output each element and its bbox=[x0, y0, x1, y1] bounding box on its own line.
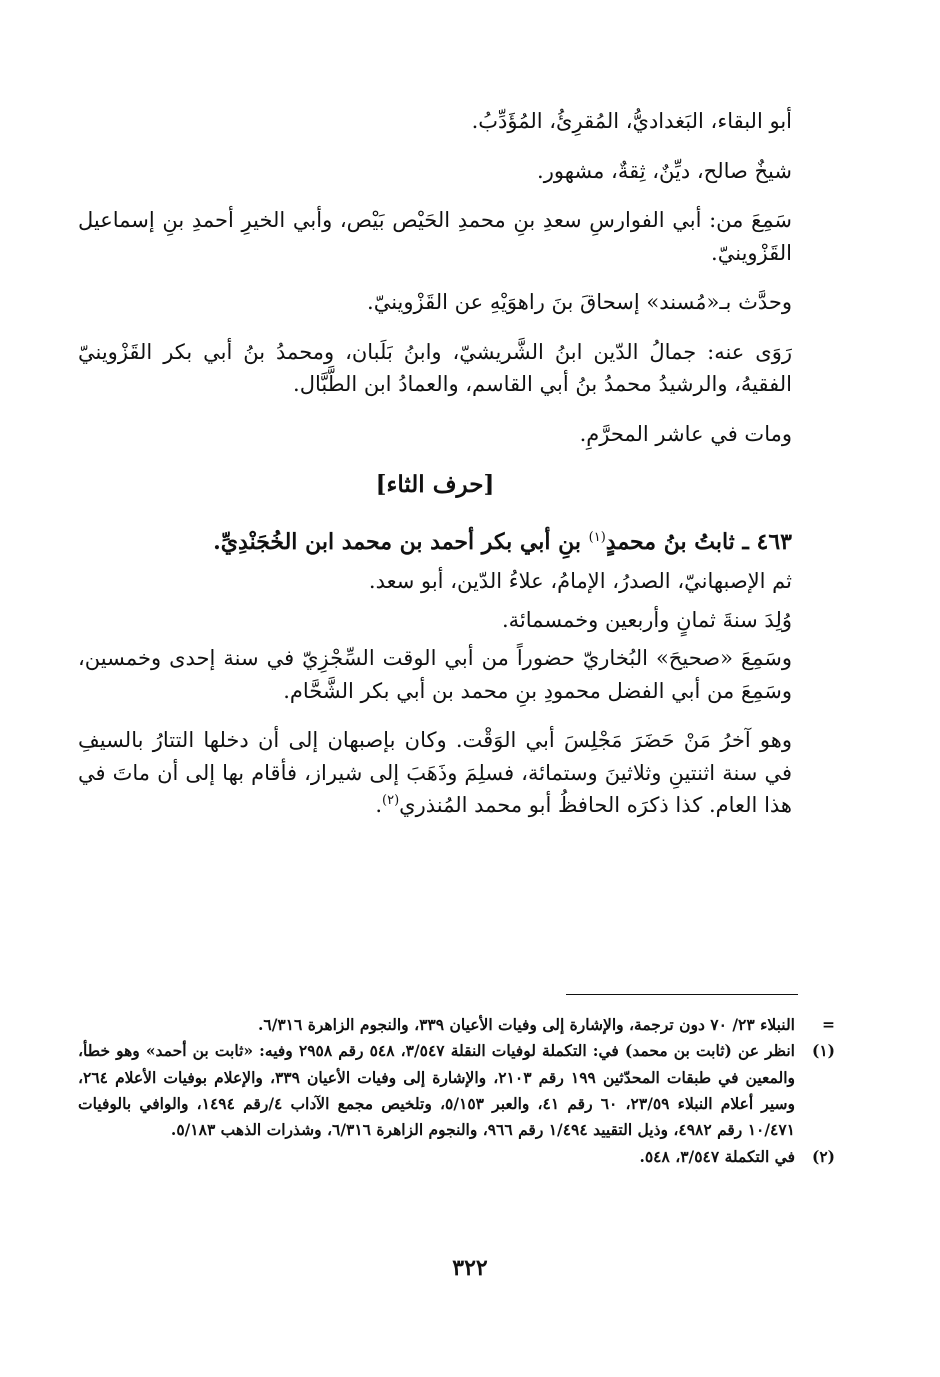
footnote-text: انظر عن (ثابت بن محمد) في: التكملة لوفيات النقلة ٣/٥٤٧، ٥٤٨ رقم ٢٩٥٨ وفيه: «ثابت بن أحمد» وهو خطأ، والمعين في طبقات المحدّثين ١٩٩ رقم ٢١٠٣، والإشارة إلى وفيات الأعيان ٣٣٩، والإعلام بوفيات الأعلام ٢٦٤، وسير أعلام النبلاء ٢٣/٥٩، ٦٠ رقم ٤١، والعبر ٥/١٥٣، وتلخيص مجمع الآداب ٤/رقم ١٤٩٤، والوافي بالوفيات ١٠/٤٧١ رقم ٤٩٨٢، وذيل التقييد ١/٤٩٤ رقم ٩٦٦، والنجوم الزاهرة ٦/٣١٦، وشذرات الذهب ٥/١٨٣. bbox=[78, 1041, 796, 1140]
footnote-text: في التكملة ٣/٥٤٧، ٥٤٨. bbox=[639, 1146, 795, 1166]
main-text bbox=[78, 105, 792, 839]
footnote-mark: (٢) bbox=[811, 1146, 835, 1166]
entry-title-part: بنِ أبي بكر أحمد بن محمد ابن الخُجَنْدِيِّ. bbox=[213, 529, 589, 556]
paragraph: وسَمِعَ «صحيحَ» البُخاريّ حضوراً من أبي الوقت السِّجْزِيّ في سنة إحدى وخمسين، وسَمِعَ من أبي الفضل محمودِ بنِ محمد بن أبي بكر الشَّحَّام. bbox=[78, 646, 792, 703]
footnote-mark: = bbox=[822, 1015, 835, 1034]
paragraph: سَمِعَ من: أبي الفوارسِ سعدِ بنِ محمدِ الحَيْص بَيْص، وأبي الخيرِ أحمدِ بنِ إسماعيل القَزْوينيّ. bbox=[78, 208, 792, 265]
paragraph: ثم الإصبهانيّ، الصدرُ، الإمامُ، علاءُ الدّين، أبو سعد. bbox=[368, 569, 792, 594]
paragraph bbox=[78, 724, 792, 822]
footnotes bbox=[78, 1012, 835, 1170]
paragraph: ومات في عاشر المحرَّمِ. bbox=[579, 421, 792, 446]
footnote bbox=[78, 1012, 835, 1038]
paragraph: شيخٌ صالح، ديِّنٌ، ثِقةٌ، مشهور. bbox=[537, 158, 792, 183]
footnote-text: النبلاء ٢٣/ ٧٠ دون ترجمة، والإشارة إلى وفيات الأعيان ٣٣٩، والنجوم الزاهرة ٦/٣١٦. bbox=[257, 1015, 795, 1034]
footnote bbox=[78, 1144, 835, 1170]
page-number: ٣٢٢ bbox=[452, 1255, 488, 1281]
footnote bbox=[78, 1038, 835, 1143]
footnote-divider bbox=[566, 994, 798, 995]
paragraph: وحدَّث بـ«مُسند» إسحاقَ بنَ راهوَيْهِ عن القَزْوينيّ. bbox=[367, 290, 792, 315]
section-heading: [حرف الثاء] bbox=[375, 471, 495, 499]
footnote-ref: (٢) bbox=[382, 793, 400, 809]
paragraph: أبو البقاء، البَغداديُّ، المُقرِئُ، المُؤَدِّبُ. bbox=[471, 109, 792, 133]
paragraph-text: . bbox=[375, 793, 382, 818]
paragraph-text: وهو آخرُ مَنْ حَضَرَ مَجْلِسَ أبي الوَقْت. وكان بإصبهان إلى أن دخلها التتارُ بالسيفِ في سنة اثنتينِ وثلاثينَ وستمائة، فسلِمَ وذَهَبَ إلى شيراز، فأقام بها إلى أن ماتَ في هذا العام. كذا ذكرَه الحافظُ أبو محمد المُنذري bbox=[78, 728, 792, 818]
footnote-mark: (١) bbox=[811, 1041, 835, 1061]
paragraph: رَوَى عنه: جمالُ الدّين ابنُ الشَّريشيّ، وابنُ بَلَبان، ومحمدُ بنُ أبي بكر القَزْوينيّ الفقيهُ، والرشيدُ محمدُ بنُ أبي القاسم، والعمادُ ابن الطَّبَّال. bbox=[78, 339, 792, 397]
entry-title-part: ٤٦٣ ـ ثابتُ بنُ محمدٍ bbox=[605, 529, 792, 556]
entry-heading bbox=[78, 525, 792, 559]
paragraph: وُلِدَ سنةَ ثمانٍ وأربعين وخمسمائة. bbox=[502, 607, 792, 632]
footnote-ref: (١) bbox=[588, 530, 606, 546]
